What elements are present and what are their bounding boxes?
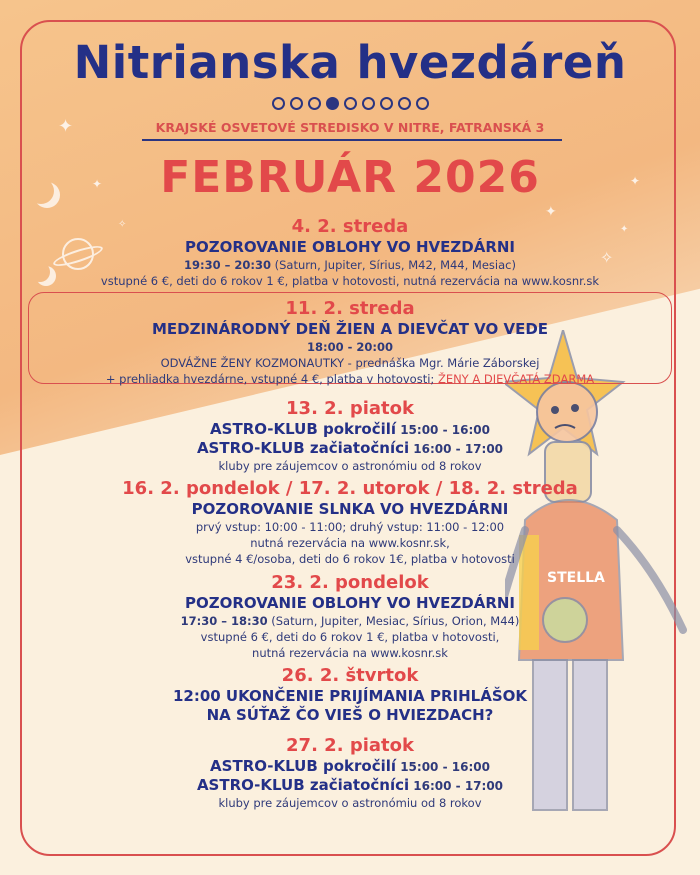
divider	[142, 139, 562, 141]
club-beginners	[0, 439, 700, 458]
star-icon: ✦	[92, 177, 103, 191]
event-title: MEDZINÁRODNÝ DEŇ ŽIEN A DIEVČAT VO VEDE	[151, 320, 549, 338]
event-objects: (Saturn, Jupiter, Mesiac, Sírius, Orion, M44)	[267, 614, 520, 628]
event-details	[0, 613, 700, 629]
event-title: POZOROVANIE OBLOHY VO HVEZDÁRNI	[184, 594, 516, 612]
event-block	[0, 216, 700, 289]
event-free-note: ŽENY A DIEVČATÁ ZDARMA	[437, 372, 595, 386]
dot-indicator	[290, 97, 303, 110]
event-block	[0, 478, 700, 567]
event-price	[0, 371, 700, 387]
event-date: 26. 2. štvrtok	[281, 665, 419, 686]
event-title: POZOROVANIE SLNKA VO HVEZDÁRNI	[191, 500, 509, 518]
event-time: 18:00 - 20:00	[307, 340, 393, 354]
month-heading: FEBRUÁR 2026	[160, 152, 540, 203]
event-lecture: ODVÁŽNE ŽENY KOZMONAUTKY - prednáška Mgr. Márie Záborskej	[160, 356, 540, 370]
dot-indicator	[398, 97, 411, 110]
competition-name: NA SÚŤAŽ ČO VIEŠ O HVIEZDACH?	[206, 706, 494, 724]
star-icon: ✧	[118, 219, 127, 230]
club-advanced	[0, 420, 700, 439]
event-time: 17:30 – 18:30	[180, 614, 268, 628]
event-block	[0, 572, 700, 661]
club-time: 16:00 - 17:00	[409, 442, 504, 456]
event-details	[0, 257, 700, 273]
event-price: vstupné 4 €/osoba, deti do 6 rokov 1€, platba v hotovosti	[185, 552, 515, 566]
event-date: 27. 2. piatok	[286, 735, 414, 756]
dot-indicator	[362, 97, 375, 110]
mascot-label: STELLA	[547, 570, 605, 586]
event-date: 23. 2. pondelok	[271, 572, 429, 593]
club-name: ASTRO-KLUB pokročilí	[210, 757, 397, 775]
event-title: POZOROVANIE OBLOHY VO HVEZDÁRNI	[184, 238, 516, 256]
star-icon: ✦	[58, 116, 74, 137]
event-objects: (Saturn, Jupiter, Sírius, M42, M44, Mesiac)	[270, 258, 516, 272]
club-time: 15:00 - 16:00	[396, 423, 490, 437]
dot-indicator	[344, 97, 357, 110]
club-name: ASTRO-KLUB začiatočníci	[196, 439, 410, 457]
club-note: kluby pre záujemcov o astronómiu od 8 rokov	[218, 796, 482, 810]
event-price: vstupné 6 €, deti do 6 rokov 1 €, platba v hotovosti,	[200, 630, 500, 644]
club-advanced	[0, 757, 700, 776]
club-beginners	[0, 776, 700, 795]
event-block	[0, 735, 700, 811]
event-date: 4. 2. streda	[291, 216, 409, 237]
event-date: 16. 2. pondelok / 17. 2. utorok / 18. 2. streda	[122, 478, 578, 499]
event-price-text: + prehliadka hvezdárne, vstupné 4 €, platba v hotovosti;	[105, 372, 438, 386]
star-icon: ✦	[545, 204, 557, 220]
event-reservation: nutná rezervácia na www.kosnr.sk,	[250, 536, 450, 550]
page-title: Nitrianska hvezdáreň	[73, 36, 627, 89]
club-name: ASTRO-KLUB začiatočníci	[196, 776, 410, 794]
event-block	[0, 398, 700, 474]
organization-address: KRAJSKÉ OSVETOVÉ STREDISKO V NITRE, FATRANSKÁ 3	[155, 120, 545, 135]
star-icon: ✦	[630, 174, 641, 188]
event-entries: prvý vstup: 10:00 - 11:00; druhý vstup: 11:00 - 12:00	[195, 520, 505, 534]
club-time: 16:00 - 17:00	[409, 779, 504, 793]
event-time: 19:30 – 20:30	[184, 258, 271, 272]
star-icon: ✧	[600, 248, 614, 267]
event-reservation: nutná rezervácia na www.kosnr.sk	[252, 646, 448, 660]
dot-indicator	[380, 97, 393, 110]
club-time: 15:00 - 16:00	[396, 760, 490, 774]
event-price: vstupné 6 €, deti do 6 rokov 1 €, platba v hotovosti, nutná rezervácia na www.kosnr.sk	[100, 274, 600, 288]
dot-indicator-active	[326, 97, 339, 110]
dot-indicator	[272, 97, 285, 110]
club-name: ASTRO-KLUB pokročilí	[210, 420, 397, 438]
star-icon: ✦	[620, 224, 629, 235]
deadline-line: 12:00 UKONČENIE PRIJÍMANIA PRIHLÁŠOK	[172, 687, 528, 705]
event-date: 11. 2. streda	[285, 298, 415, 319]
dot-indicator	[416, 97, 429, 110]
dot-indicator	[308, 97, 321, 110]
page-indicator	[0, 97, 700, 110]
event-block-highlighted	[0, 298, 700, 387]
event-block	[0, 665, 700, 725]
event-date: 13. 2. piatok	[286, 398, 414, 419]
club-note: kluby pre záujemcov o astronómiu od 8 rokov	[218, 459, 482, 473]
